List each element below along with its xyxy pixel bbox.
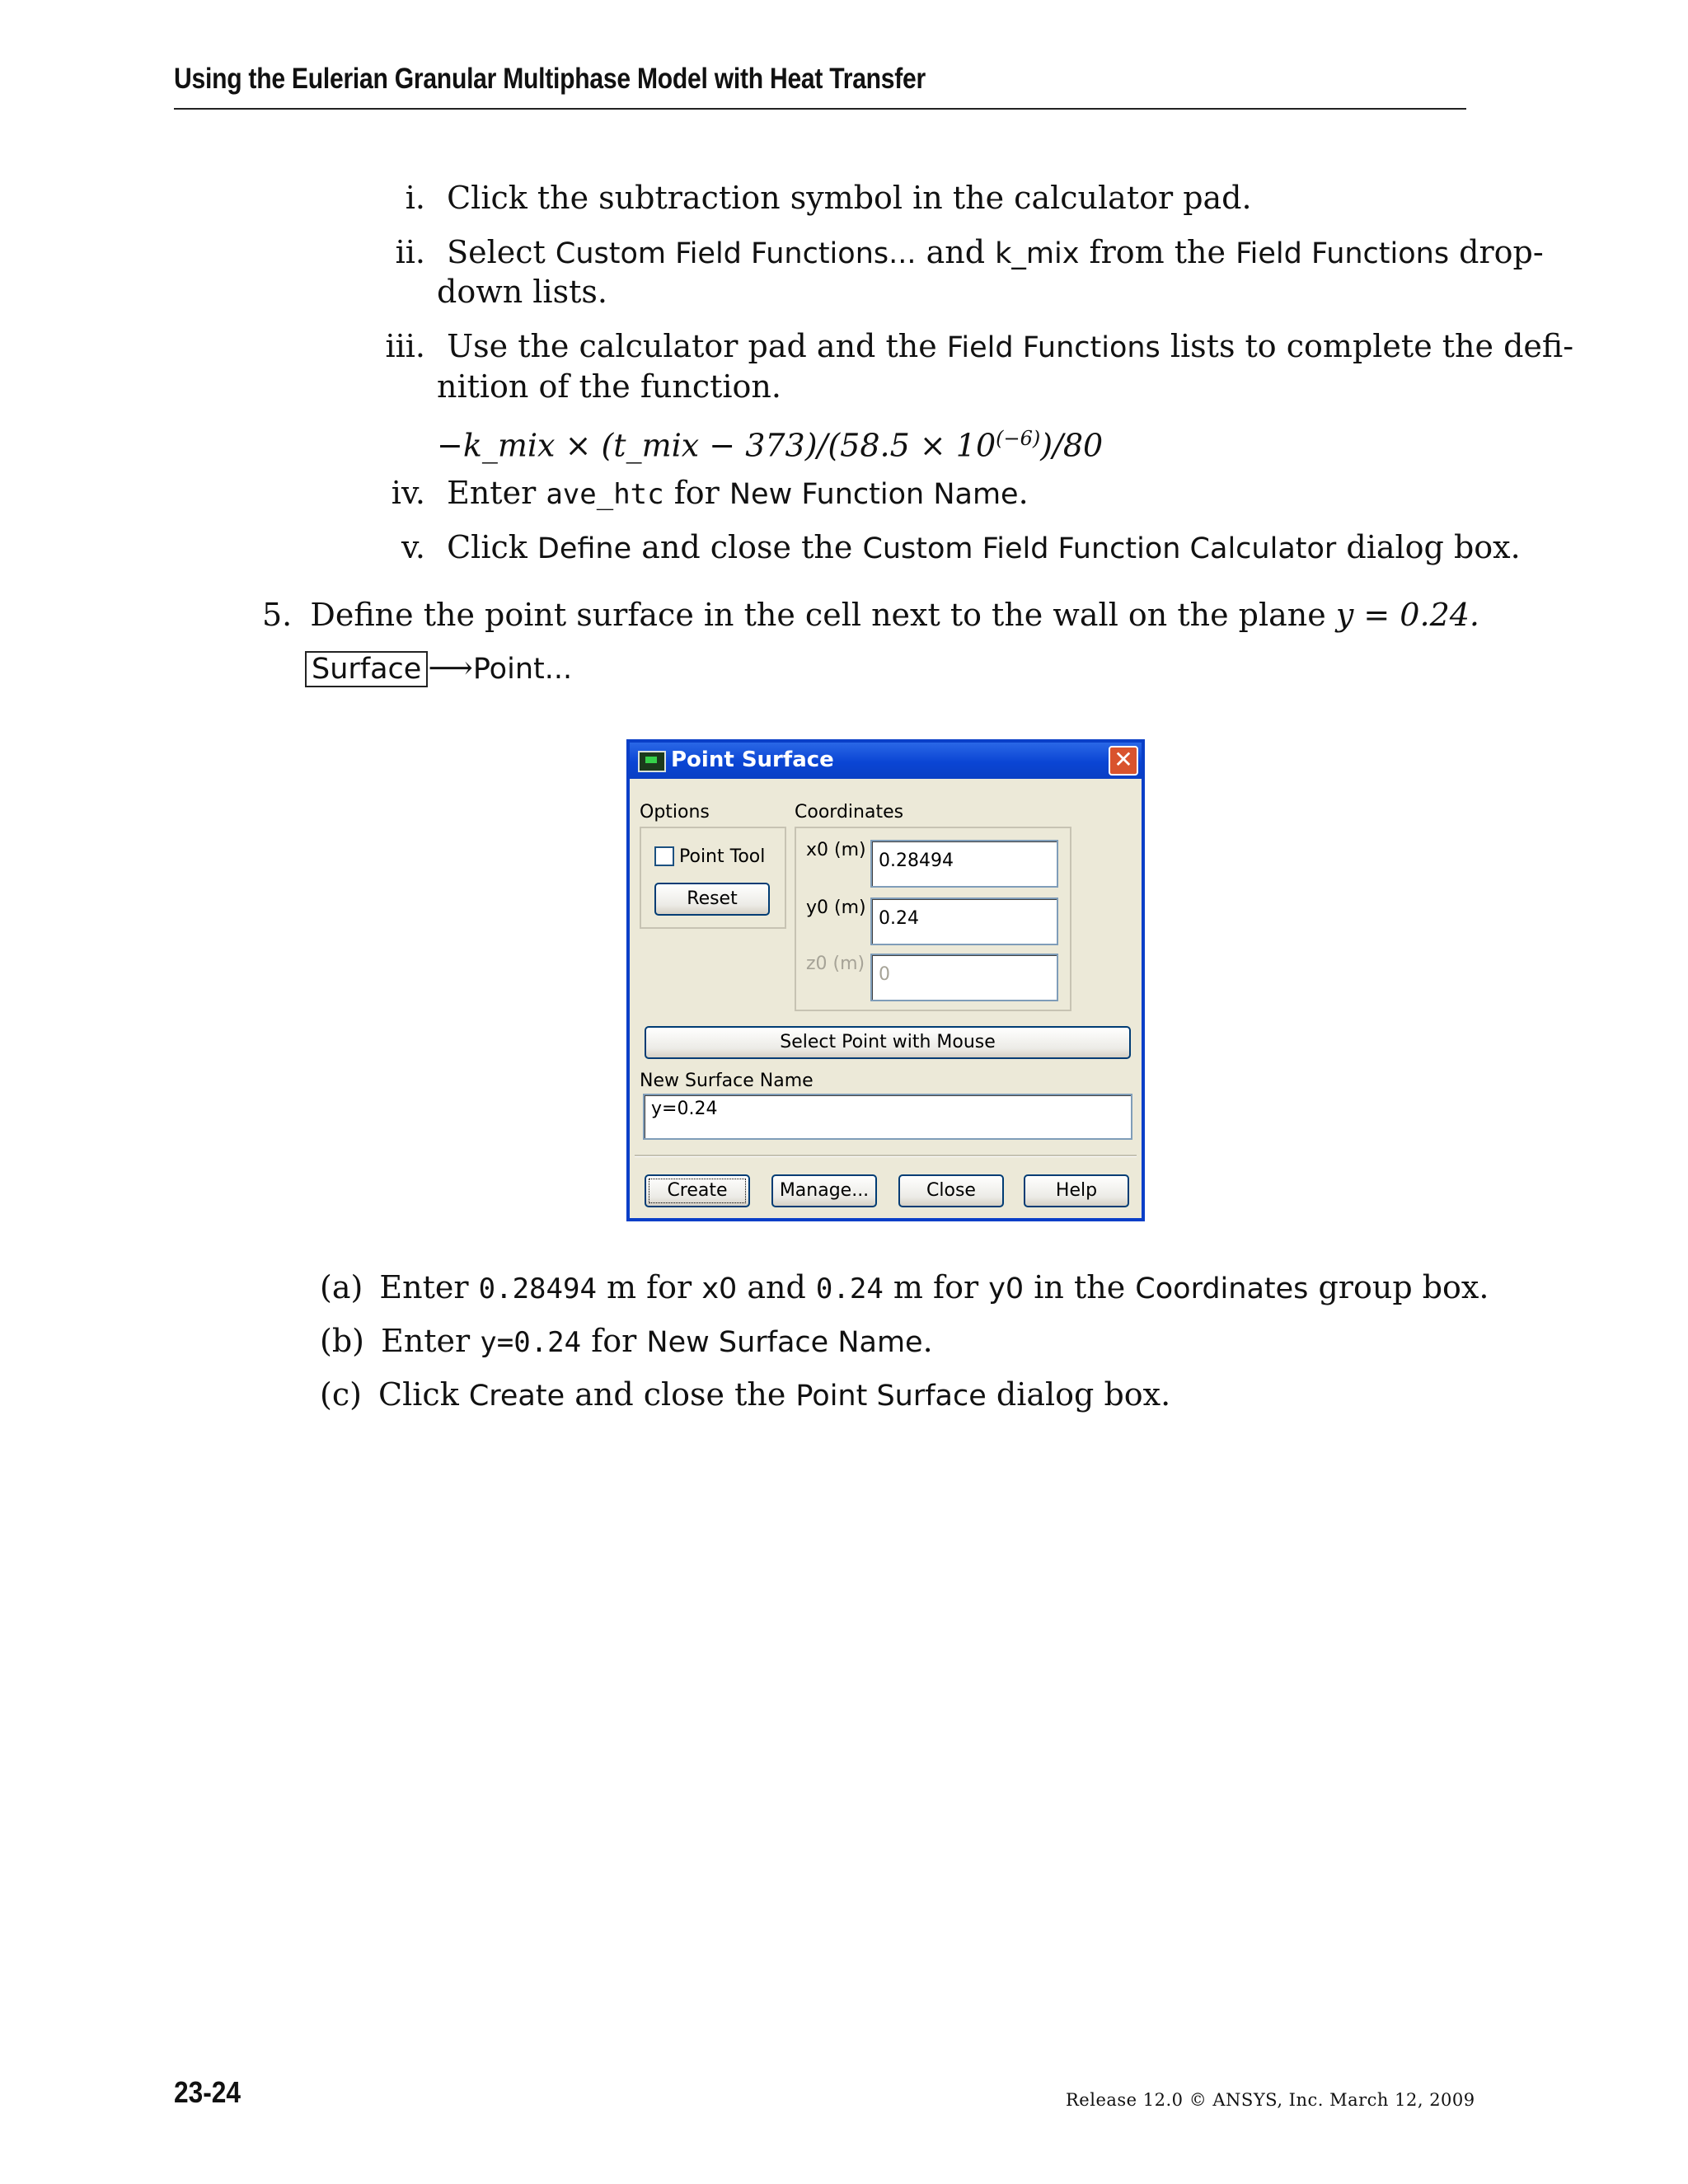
ui-ref-custom-field-function-calculator: Custom Field Function Calculator <box>862 532 1337 565</box>
substep-text: drop- <box>1449 234 1544 270</box>
manage-button[interactable]: Manage... <box>771 1174 877 1207</box>
subitem-c <box>320 1375 1170 1416</box>
ui-ref-k-mix: k_mix <box>995 237 1080 270</box>
formula-part: −k_mix × (t_mix − 373)/(58.5 × 10 <box>437 427 996 464</box>
code-x0-value: 0.28494 <box>478 1272 597 1305</box>
dialog-title: Point Surface <box>671 748 834 772</box>
substep-iv <box>379 473 1029 514</box>
create-button[interactable] <box>645 1174 750 1207</box>
running-header: Using the Eulerian Granular Multiphase Model with Heat Transfer <box>174 63 926 95</box>
code-ave-htc: ave_htc <box>546 478 664 511</box>
subitem-text: Enter <box>381 1323 481 1359</box>
new-surface-name-field[interactable]: y=0.24 <box>643 1094 1132 1140</box>
subitem-text: in the <box>1024 1269 1136 1305</box>
ui-ref-define: Define <box>537 532 632 565</box>
step-number: 5. <box>262 597 293 633</box>
ui-ref-new-surface-name: New Surface Name <box>646 1326 923 1359</box>
step-text: Define the point surface in the cell next to the wall on the plane <box>310 597 1336 633</box>
subitem-text: group box. <box>1308 1269 1489 1305</box>
subitem-text: Enter <box>379 1269 479 1305</box>
y0-label: y0 (m) <box>806 898 866 918</box>
coordinates-group <box>795 827 1071 1011</box>
subitem-text: . <box>922 1323 933 1359</box>
menu-item-point: Point... <box>472 653 573 686</box>
substep-text: dialog box. <box>1336 529 1521 565</box>
release-note: Release 12.0 © ANSYS, Inc. March 12, 2009 <box>1066 2090 1475 2110</box>
subitem-text: Click <box>378 1376 469 1413</box>
menu-path <box>305 648 572 689</box>
substep-text: lists to complete the defi- <box>1160 328 1574 364</box>
code-surface-name: y=0.24 <box>480 1326 582 1359</box>
options-group <box>640 827 786 929</box>
app-icon <box>638 751 666 772</box>
ui-ref-new-function-name: New Function Name <box>729 478 1019 511</box>
menu-surface: Surface <box>305 651 428 687</box>
page-number: 23-24 <box>174 2075 241 2109</box>
subitem-text: and close the <box>565 1376 796 1413</box>
substep-number: ii. <box>395 234 425 270</box>
point-tool-label: Point Tool <box>679 846 766 867</box>
subitem-number: (b) <box>320 1323 364 1359</box>
point-surface-dialog <box>626 739 1145 1221</box>
ui-ref-custom-field-functions: Custom Field Functions... <box>555 237 917 270</box>
formula-part: )/80 <box>1040 427 1104 464</box>
subitem-b <box>320 1321 933 1362</box>
step-math: y = 0.24. <box>1335 597 1479 633</box>
focus-rect <box>649 1179 746 1203</box>
help-button[interactable]: Help <box>1024 1174 1129 1207</box>
coordinates-label: Coordinates <box>795 802 904 823</box>
substep-number: i. <box>405 180 425 216</box>
formula-exponent: (−6) <box>996 427 1041 450</box>
substep-iii <box>374 326 1573 368</box>
menu-arrow: ⟶ <box>428 649 473 686</box>
close-icon[interactable]: ✕ <box>1109 746 1138 776</box>
close-button[interactable]: Close <box>898 1174 1004 1207</box>
substep-text: and <box>916 234 996 270</box>
code-y0-value: 0.24 <box>815 1272 884 1305</box>
subitem-a <box>320 1268 1489 1309</box>
button-separator <box>635 1155 1137 1157</box>
ui-ref-coordinates: Coordinates <box>1135 1272 1309 1305</box>
substep-text: Use the calculator pad and the <box>447 328 947 364</box>
substep-text: from the <box>1079 234 1236 270</box>
substep-number: iv. <box>391 475 425 511</box>
y0-field[interactable]: 0.24 <box>870 898 1058 945</box>
substep-i <box>387 178 1252 218</box>
subitem-number: (a) <box>320 1269 363 1305</box>
subitem-number: (c) <box>320 1376 362 1413</box>
substep-number: v. <box>401 529 425 565</box>
substep-text: Click the subtraction symbol in the calculator pad. <box>447 180 1252 216</box>
ui-ref-point-surface: Point Surface <box>795 1380 987 1413</box>
substep-ii <box>374 232 1544 274</box>
substep-text: Click <box>447 529 537 565</box>
ui-ref-y0: y0 <box>988 1272 1025 1305</box>
new-surface-name-label: New Surface Name <box>640 1071 814 1091</box>
ui-ref-field-functions: Field Functions <box>946 331 1160 364</box>
point-tool-checkbox[interactable] <box>654 846 674 866</box>
ui-ref-x0: x0 <box>701 1272 738 1305</box>
step-5 <box>262 595 1479 635</box>
subitem-text: m for <box>883 1269 989 1305</box>
substep-number: iii. <box>385 328 425 364</box>
dialog-titlebar[interactable] <box>630 743 1142 779</box>
substep-text: Enter <box>447 475 546 511</box>
subitem-text: and <box>737 1269 816 1305</box>
ui-ref-create: Create <box>468 1380 565 1413</box>
substep-text: and close the <box>631 529 863 565</box>
substep-text: . <box>1018 475 1029 511</box>
z0-label: z0 (m) <box>806 954 865 974</box>
z0-field: 0 <box>870 954 1058 1001</box>
substep-text: Select <box>447 234 556 270</box>
reset-button[interactable]: Reset <box>654 883 770 916</box>
substep-v <box>387 527 1521 569</box>
substep-iii-continued: nition of the function. <box>437 368 781 405</box>
substep-text: for <box>663 475 729 511</box>
x0-field[interactable]: 0.28494 <box>870 840 1058 888</box>
substep-ii-continued: down lists. <box>437 274 607 310</box>
subitem-text: dialog box. <box>986 1376 1171 1413</box>
options-label: Options <box>640 802 710 823</box>
x0-label: x0 (m) <box>806 840 866 860</box>
ui-ref-field-functions: Field Functions <box>1236 237 1450 270</box>
subitem-text: for <box>581 1323 647 1359</box>
formula <box>437 419 1103 466</box>
create-button-label: Create <box>667 1180 728 1201</box>
subitem-text: m for <box>596 1269 702 1305</box>
select-point-with-mouse-button[interactable]: Select Point with Mouse <box>645 1026 1131 1059</box>
header-rule <box>174 108 1466 110</box>
